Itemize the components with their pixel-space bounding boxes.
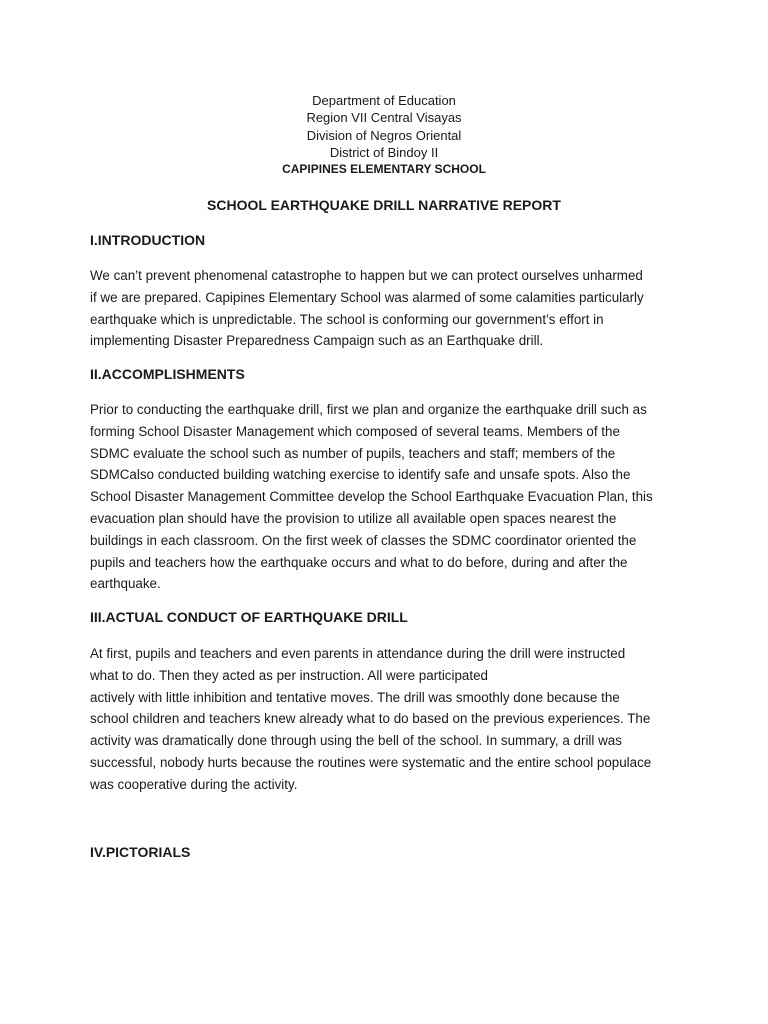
region-line: Region VII Central Visayas <box>306 110 462 126</box>
paragraph-line: actively with little inhibition and tentative moves. The drill was smoothly done because the <box>90 689 620 705</box>
paragraph-line: We can’t prevent phenomenal catastrophe to happen but we can protect ourselves unharmed <box>90 268 643 283</box>
paragraph-line: At first, pupils and teachers and even parents in attendance during the drill were instructed <box>90 646 626 661</box>
paragraph-line: SDMC evaluate the school such as number of pupils, teachers and staff; members of the <box>90 445 616 461</box>
paragraph-line: activity was dramatically done through using the bell of the school. In summary, a drill was <box>90 733 622 749</box>
school-name: CAPIPINES ELEMENTARY SCHOOL <box>282 162 486 177</box>
paragraph-line: buildings in each classroom. On the first week of classes the SDMC coordinator oriented the <box>90 532 637 548</box>
paragraph-line: School Disaster Management Committee develop the School Earthquake Evacuation Plan, this <box>90 489 653 505</box>
paragraph-line: Prior to conducting the earthquake drill, first we plan and organize the earthquake drill such as <box>90 402 647 417</box>
section-heading-accomplishments: II.ACCOMPLISHMENTS <box>90 366 245 382</box>
paragraph-line: school children and teachers knew already what to do based on the previous experiences. The <box>90 711 651 727</box>
department-line: Department of Education <box>312 93 456 108</box>
paragraph-line: forming School Disaster Management which composed of several teams. Members of the <box>90 423 620 439</box>
paragraph-line: evacuation plan should have the provision to utilize all available open spaces nearest the <box>90 510 617 526</box>
section-heading-pictorials: IV.PICTORIALS <box>90 844 191 860</box>
district-line: District of Bindoy II <box>329 144 439 160</box>
section-heading-actual-conduct: III.ACTUAL CONDUCT OF EARTHQUAKE DRILL <box>90 609 408 625</box>
paragraph-line: SDMCalso conducted building watching exercise to identify safe and unsafe spots. Also the <box>90 467 631 483</box>
letterhead <box>0 92 768 178</box>
section-body-actual-conduct <box>90 643 690 796</box>
paragraph-line: successful, nobody hurts because the routines were systematic and the entire school populace <box>90 754 652 770</box>
report-title: SCHOOL EARTHQUAKE DRILL NARRATIVE REPORT <box>207 197 561 213</box>
paragraph-line: what to do. Then they acted as per instruction. All were participated <box>90 667 488 683</box>
paragraph-line: was cooperative during the activity. <box>90 776 298 792</box>
section-heading-introduction: I.INTRODUCTION <box>90 232 206 248</box>
paragraph-line: implementing Disaster Preparedness Campaign such as an Earthquake drill. <box>90 333 544 349</box>
section-body-introduction <box>90 265 690 352</box>
division-line: Division of Negros Oriental <box>306 127 462 143</box>
paragraph-line: earthquake. <box>90 576 161 592</box>
paragraph-line: earthquake which is unpredictable. The school is conforming our government’s effort in <box>90 311 604 327</box>
paragraph-line: pupils and teachers how the earthquake occurs and what to do before, during and after the <box>90 554 628 570</box>
paragraph-line: if we are prepared. Capipines Elementary School was alarmed of some calamities particularly <box>90 289 644 305</box>
section-body-accomplishments <box>90 399 690 595</box>
